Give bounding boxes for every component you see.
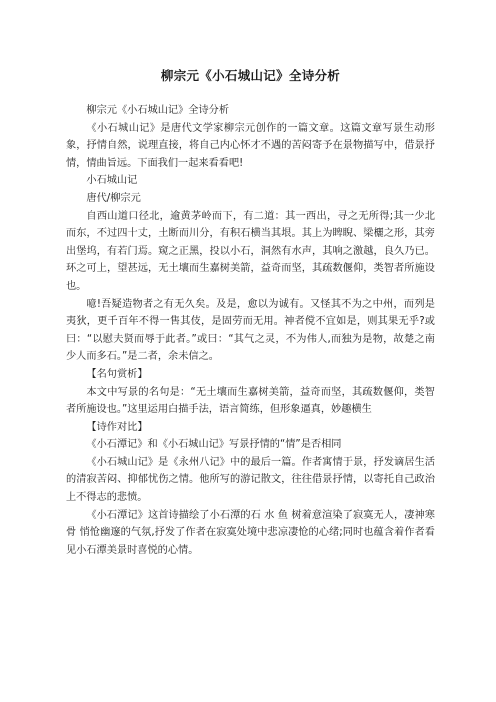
- section-header-comparison: 【诗作对比】: [86, 421, 148, 433]
- document-title: 柳宗元《小石城山记》全诗分析: [160, 68, 341, 83]
- paragraph-intro: 《小石城山记》是唐代文学家柳宗元创作的一篇文章。这篇文章写景生动形象，抒情自然，说理直接，将自己内心怀才不遇的苦闷寄予在景物描写中，借景抒情，情曲旨远。下面我们一起来看看吧!: [66, 122, 435, 169]
- poem-text-part2: 噫!吾疑造物者之有无久矣。及是，愈以为诚有。又怪其不为之中州，而列是夷狄，更千百年不得一售其伎，是固劳而无用。神者傥不宜如是，则其果无乎?或曰：“以慰夫贤而辱于此者。”或曰：“其气之灵，不为伟人,而独为是物，故楚之南少人而多石。”是二者，余未信之。: [66, 298, 435, 363]
- paragraph-heading: 柳宗元《小石城山记》全诗分析: [86, 105, 230, 116]
- comparison-paragraph-2: 《小石潭记》这首诗描绘了小石潭的石 水 鱼 树着意渲染了寂寞无人，凄神寒骨 悄怆幽邃的气氛,抒发了作者在寂寞处境中悲凉凄怆的心绪;同时也蕴含着作者看见小石潭美景时喜悦的心情。: [66, 509, 435, 556]
- poem-text-part1: 自西山道口径北，逾黄茅岭而下，有二道：其一西出，寻之无所得;其一少北而东，不过四十丈，土断而川分，有积石横当其垠。其上为睥睨、梁欐之形，其旁出堡坞，有若门焉。窥之正黑，投以小石，洞然有水声，其响之激越，良久乃已。环之可上，望甚远，无土壤而生嘉树美箭，益奇而坚，其疏数偃仰，类智者所施设也。: [66, 210, 435, 292]
- document-body: [66, 102, 435, 559]
- section-header-famous-lines: 【名句赏析】: [86, 368, 148, 380]
- comparison-paragraph-1: 《小石城山记》是《永州八记》中的最后一篇。作者寓情于景，抒发谪居生活的清寂苦闷、抑郁忧伤之情。他所写的游记散文，往往借景抒情，以寄托自己政治上不得志的悲愤。: [66, 456, 435, 504]
- comparison-question: 《小石潭记》和《小石城山记》写景抒情的“情”是否相同: [86, 439, 342, 451]
- poem-author: 唐代/柳宗元: [86, 192, 141, 204]
- famous-lines-analysis: 本文中写景的名句是：“无土壤而生嘉树美箭，益奇而坚，其疏数偃仰，类智者所施设也。”这里运用白描手法，语言简练，但形象逼真，妙趣横生: [66, 386, 435, 416]
- poem-title: 小石城山记: [86, 175, 138, 187]
